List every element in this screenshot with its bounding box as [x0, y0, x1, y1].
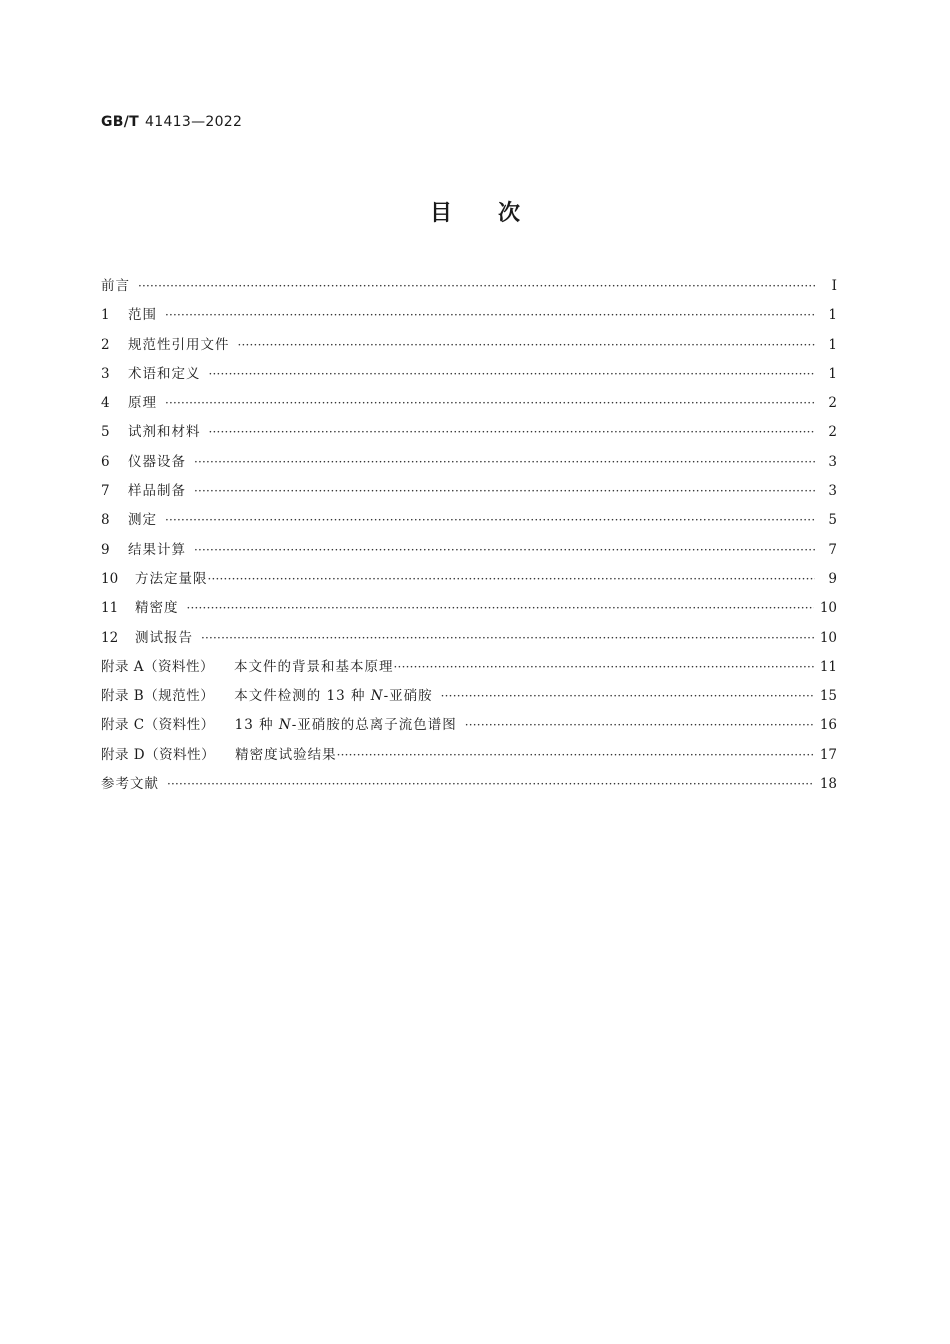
toc-label: 方法定量限 — [135, 570, 208, 587]
toc-page: 7 — [828, 541, 837, 558]
toc-entry-10[interactable] — [101, 565, 837, 594]
toc-leader — [165, 301, 815, 330]
toc-page: Ⅰ — [831, 278, 837, 294]
toc-page: 1 — [828, 307, 837, 324]
toc-leader — [165, 389, 815, 418]
toc-number: 6 — [101, 453, 110, 470]
toc-appendix-prefix: 附录 C（资料性） — [101, 717, 215, 734]
toc-label: 范围 — [128, 307, 157, 324]
toc-leader — [441, 682, 814, 711]
toc-entry-8[interactable] — [101, 506, 837, 535]
toc-page: 15 — [819, 688, 837, 705]
toc-page: 9 — [828, 570, 837, 587]
toc-label: 结果计算 — [128, 541, 186, 558]
toc-page: 1 — [828, 336, 837, 353]
toc-page: 3 — [828, 453, 837, 470]
toc-number: 2 — [101, 336, 110, 353]
toc-number: 4 — [101, 395, 110, 412]
toc-leader — [209, 418, 816, 447]
toc-page: 2 — [828, 424, 837, 441]
title-char-left: 目 — [429, 201, 452, 226]
toc-entry-5[interactable] — [101, 418, 837, 447]
toc-page: 5 — [828, 512, 837, 529]
toc-number: 8 — [101, 512, 110, 529]
toc-leader — [208, 565, 816, 594]
toc-number: 12 — [101, 629, 119, 646]
toc-label: 精密度 — [135, 600, 179, 617]
toc-number: 9 — [101, 541, 110, 558]
toc-number: 10 — [101, 570, 119, 587]
toc-entry-appendix-b[interactable] — [101, 682, 837, 711]
toc-page: 11 — [819, 658, 837, 675]
toc-number: 7 — [101, 483, 110, 500]
toc-label: 测试报告 — [135, 629, 193, 646]
toc-page: 2 — [828, 395, 837, 412]
toc-label: 规范性引用文件 — [128, 336, 230, 353]
toc-leader — [394, 653, 814, 682]
toc-entry-references[interactable] — [101, 770, 837, 799]
toc-page: 1 — [828, 365, 837, 382]
toc-entry-2[interactable] — [101, 331, 837, 360]
toc-entry-appendix-a[interactable] — [101, 653, 837, 682]
toc-entry-12[interactable] — [101, 624, 837, 653]
toc-leader — [165, 506, 815, 535]
toc-leader — [138, 272, 815, 301]
standard-code: GB/T — [101, 114, 140, 130]
toc-label: 本文件的背景和基本原理 — [234, 658, 394, 675]
toc-entry-appendix-d[interactable] — [101, 741, 837, 770]
toc-label — [235, 711, 457, 740]
toc-leader — [238, 331, 816, 360]
toc-appendix-prefix: 附录 D（资料性） — [101, 746, 216, 763]
toc-label-part: -亚硝胺的总离子流色谱图 — [291, 717, 457, 734]
toc-entry-foreword[interactable] — [101, 272, 837, 301]
toc-label-part: -亚硝胺 — [383, 688, 433, 705]
toc-label: 样品制备 — [128, 483, 186, 500]
toc-number: 1 — [101, 307, 110, 324]
toc-label: 测定 — [128, 512, 157, 529]
toc-entry-11[interactable] — [101, 594, 837, 623]
toc-entry-3[interactable] — [101, 360, 837, 389]
toc-leader — [201, 624, 814, 653]
toc-label: 原理 — [128, 395, 157, 412]
table-of-contents — [101, 272, 837, 799]
toc-entry-1[interactable] — [101, 301, 837, 330]
toc-label: 前言 — [101, 278, 130, 294]
toc-entry-6[interactable] — [101, 448, 837, 477]
toc-page: 10 — [819, 600, 837, 617]
toc-entry-4[interactable] — [101, 389, 837, 418]
toc-label-italic: N — [370, 688, 384, 705]
toc-leader — [465, 711, 814, 740]
toc-number: 5 — [101, 424, 110, 441]
standard-number: 41413—2022 — [145, 114, 243, 130]
toc-leader — [194, 477, 815, 506]
toc-label: 试剂和材料 — [128, 424, 201, 441]
page-title — [0, 196, 950, 227]
toc-label: 精密度试验结果 — [235, 746, 337, 763]
toc-appendix-prefix: 附录 A（资料性） — [101, 658, 215, 675]
toc-label-part: 13 种 — [234, 717, 279, 734]
toc-number: 3 — [101, 365, 110, 382]
document-id — [101, 114, 242, 130]
toc-page: 16 — [819, 717, 837, 734]
toc-entry-7[interactable] — [101, 477, 837, 506]
toc-page: 3 — [828, 483, 837, 500]
toc-label — [234, 682, 432, 711]
toc-page: 18 — [819, 776, 837, 793]
toc-number: 11 — [101, 600, 119, 617]
toc-appendix-prefix: 附录 B（规范性） — [101, 688, 215, 705]
toc-leader — [167, 770, 814, 799]
toc-leader — [187, 594, 814, 623]
toc-entry-9[interactable] — [101, 536, 837, 565]
toc-page: 17 — [819, 746, 837, 763]
toc-label-italic: N — [278, 717, 292, 734]
toc-entry-appendix-c[interactable] — [101, 711, 837, 740]
toc-leader — [194, 536, 815, 565]
toc-label: 仪器设备 — [128, 453, 186, 470]
toc-leader — [194, 448, 815, 477]
toc-leader — [337, 741, 814, 770]
toc-label: 术语和定义 — [128, 365, 201, 382]
toc-label: 参考文献 — [101, 776, 159, 793]
toc-label-part: 本文件检测的 13 种 — [234, 688, 371, 705]
toc-page: 10 — [819, 629, 837, 646]
toc-leader — [209, 360, 816, 389]
title-char-right: 次 — [498, 201, 521, 226]
